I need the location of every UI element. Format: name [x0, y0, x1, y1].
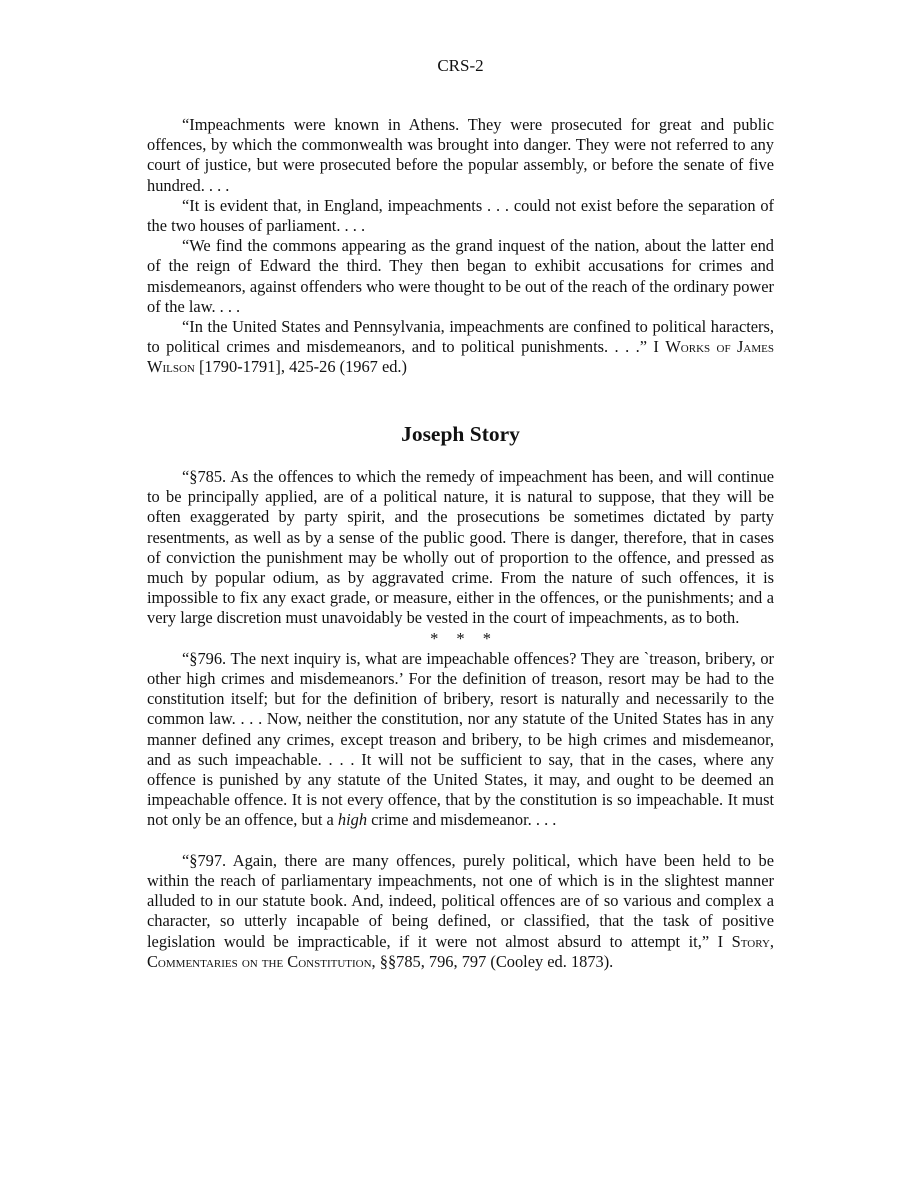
wilson-paragraph-athens: “Impeachments were known in Athens. They were prosecuted for great and public offences, by which the commonwealth was brought into danger. They were not referred to any court of justice, but were prosecuted before the popular assembly, or before the senate of five hundred. . . .: [147, 115, 774, 195]
page-label: CRS-2: [437, 56, 484, 75]
page-header: [147, 55, 774, 77]
story-citation-rest: , §§785, 796, 797 (Cooley ed. 1873).: [371, 951, 614, 971]
section-break-stars: * * *: [430, 628, 491, 648]
story-796-italic: high: [337, 810, 368, 830]
story-796-text-end: crime and misdemeanor. . . .: [367, 810, 557, 830]
story-paragraph-797: [147, 851, 774, 972]
wilson-citation-rest: [1790-1791], 425-26 (1967 ed.): [194, 357, 407, 377]
section-heading: [147, 420, 774, 448]
wilson-paragraph-england: “It is evident that, in England, impeachments . . . could not exist before the separation of the two houses of parliament. . . .: [147, 195, 774, 236]
section-heading-text: Joseph Story: [401, 422, 520, 446]
wilson-quote-section: [147, 115, 774, 378]
wilson-paragraph-us-text: “In the United States and Pennsylvania, impeachments are confined to political haracters, to political crimes and misdemeanors, and to political punishments. . . .” I: [147, 317, 774, 357]
story-796-text: “§796. The next inquiry is, what are impeachable offences? They are `treason, bribery, or other high crimes and misdemeanors.’ For the definition of treason, resort may be had to the constitution itself; but for the definition of bribery, resort is naturally and necessarily to the common law. . . . Now, neither the constitution, nor any statute of the United States has in any manner defined any crimes, except treason and bribery, to be high crimes and misdemeanor, and as such impeachable. . . . It will not be sufficient to say, that in the cases, where any offence is punished by any statute of the United States, it may, and ought to be deemed an impeachable offence. It is not every offence, that by the constitution is so impeachable. It must not only be an offence, but a: [147, 648, 774, 830]
story-paragraph-785: “§785. As the offences to which the remedy of impeachment has been, and will continue to be principally applied, are of a political nature, it is natural to suppose, that they will be often exaggerated by party spirit, and the prosecutions be sometimes dictated by party resentments, as well as by a sense of the public good. There is danger, therefore, that in cases of conviction the punishment may be wholly out of proportion to the offence, and pressed as much by popular odium, as by aggravated crime. From the nature of such offences, it is impossible to fix any exact grade, or measure, either in the offences, or the punishments; and a very large discretion must unavoidably be vested in the court of impeachments, as to both.: [147, 467, 774, 628]
story-797-text: “§797. Again, there are many offences, purely political, which have been held to be within the reach of parliamentary impeachments, not one of which is in the slightest manner alluded to in our statute book. And, indeed, political offences are of so various and complex a character, so utterly incapable of being defined, or classified, that the task of positive legislation would be impracticable, if it were not almost absurd to attempt it,” I: [147, 850, 774, 951]
story-paragraph-796: [147, 649, 774, 831]
wilson-paragraph-commons: “We find the commons appearing as the grand inquest of the nation, about the latter end of the reign of Edward the third. They then began to exhibit accusations for crimes and misdemeanors, against offenders who were thought to be out of the reach of the ordinary power of the law. . . .: [147, 236, 774, 316]
paragraph-spacer: [147, 831, 774, 851]
story-quote-section: [147, 467, 774, 972]
wilson-citation-title: Works of James Wilson: [147, 337, 774, 377]
wilson-paragraph-united-states: [147, 317, 774, 378]
story-citation-title: Story, Commentaries on the Constitution: [147, 931, 774, 971]
